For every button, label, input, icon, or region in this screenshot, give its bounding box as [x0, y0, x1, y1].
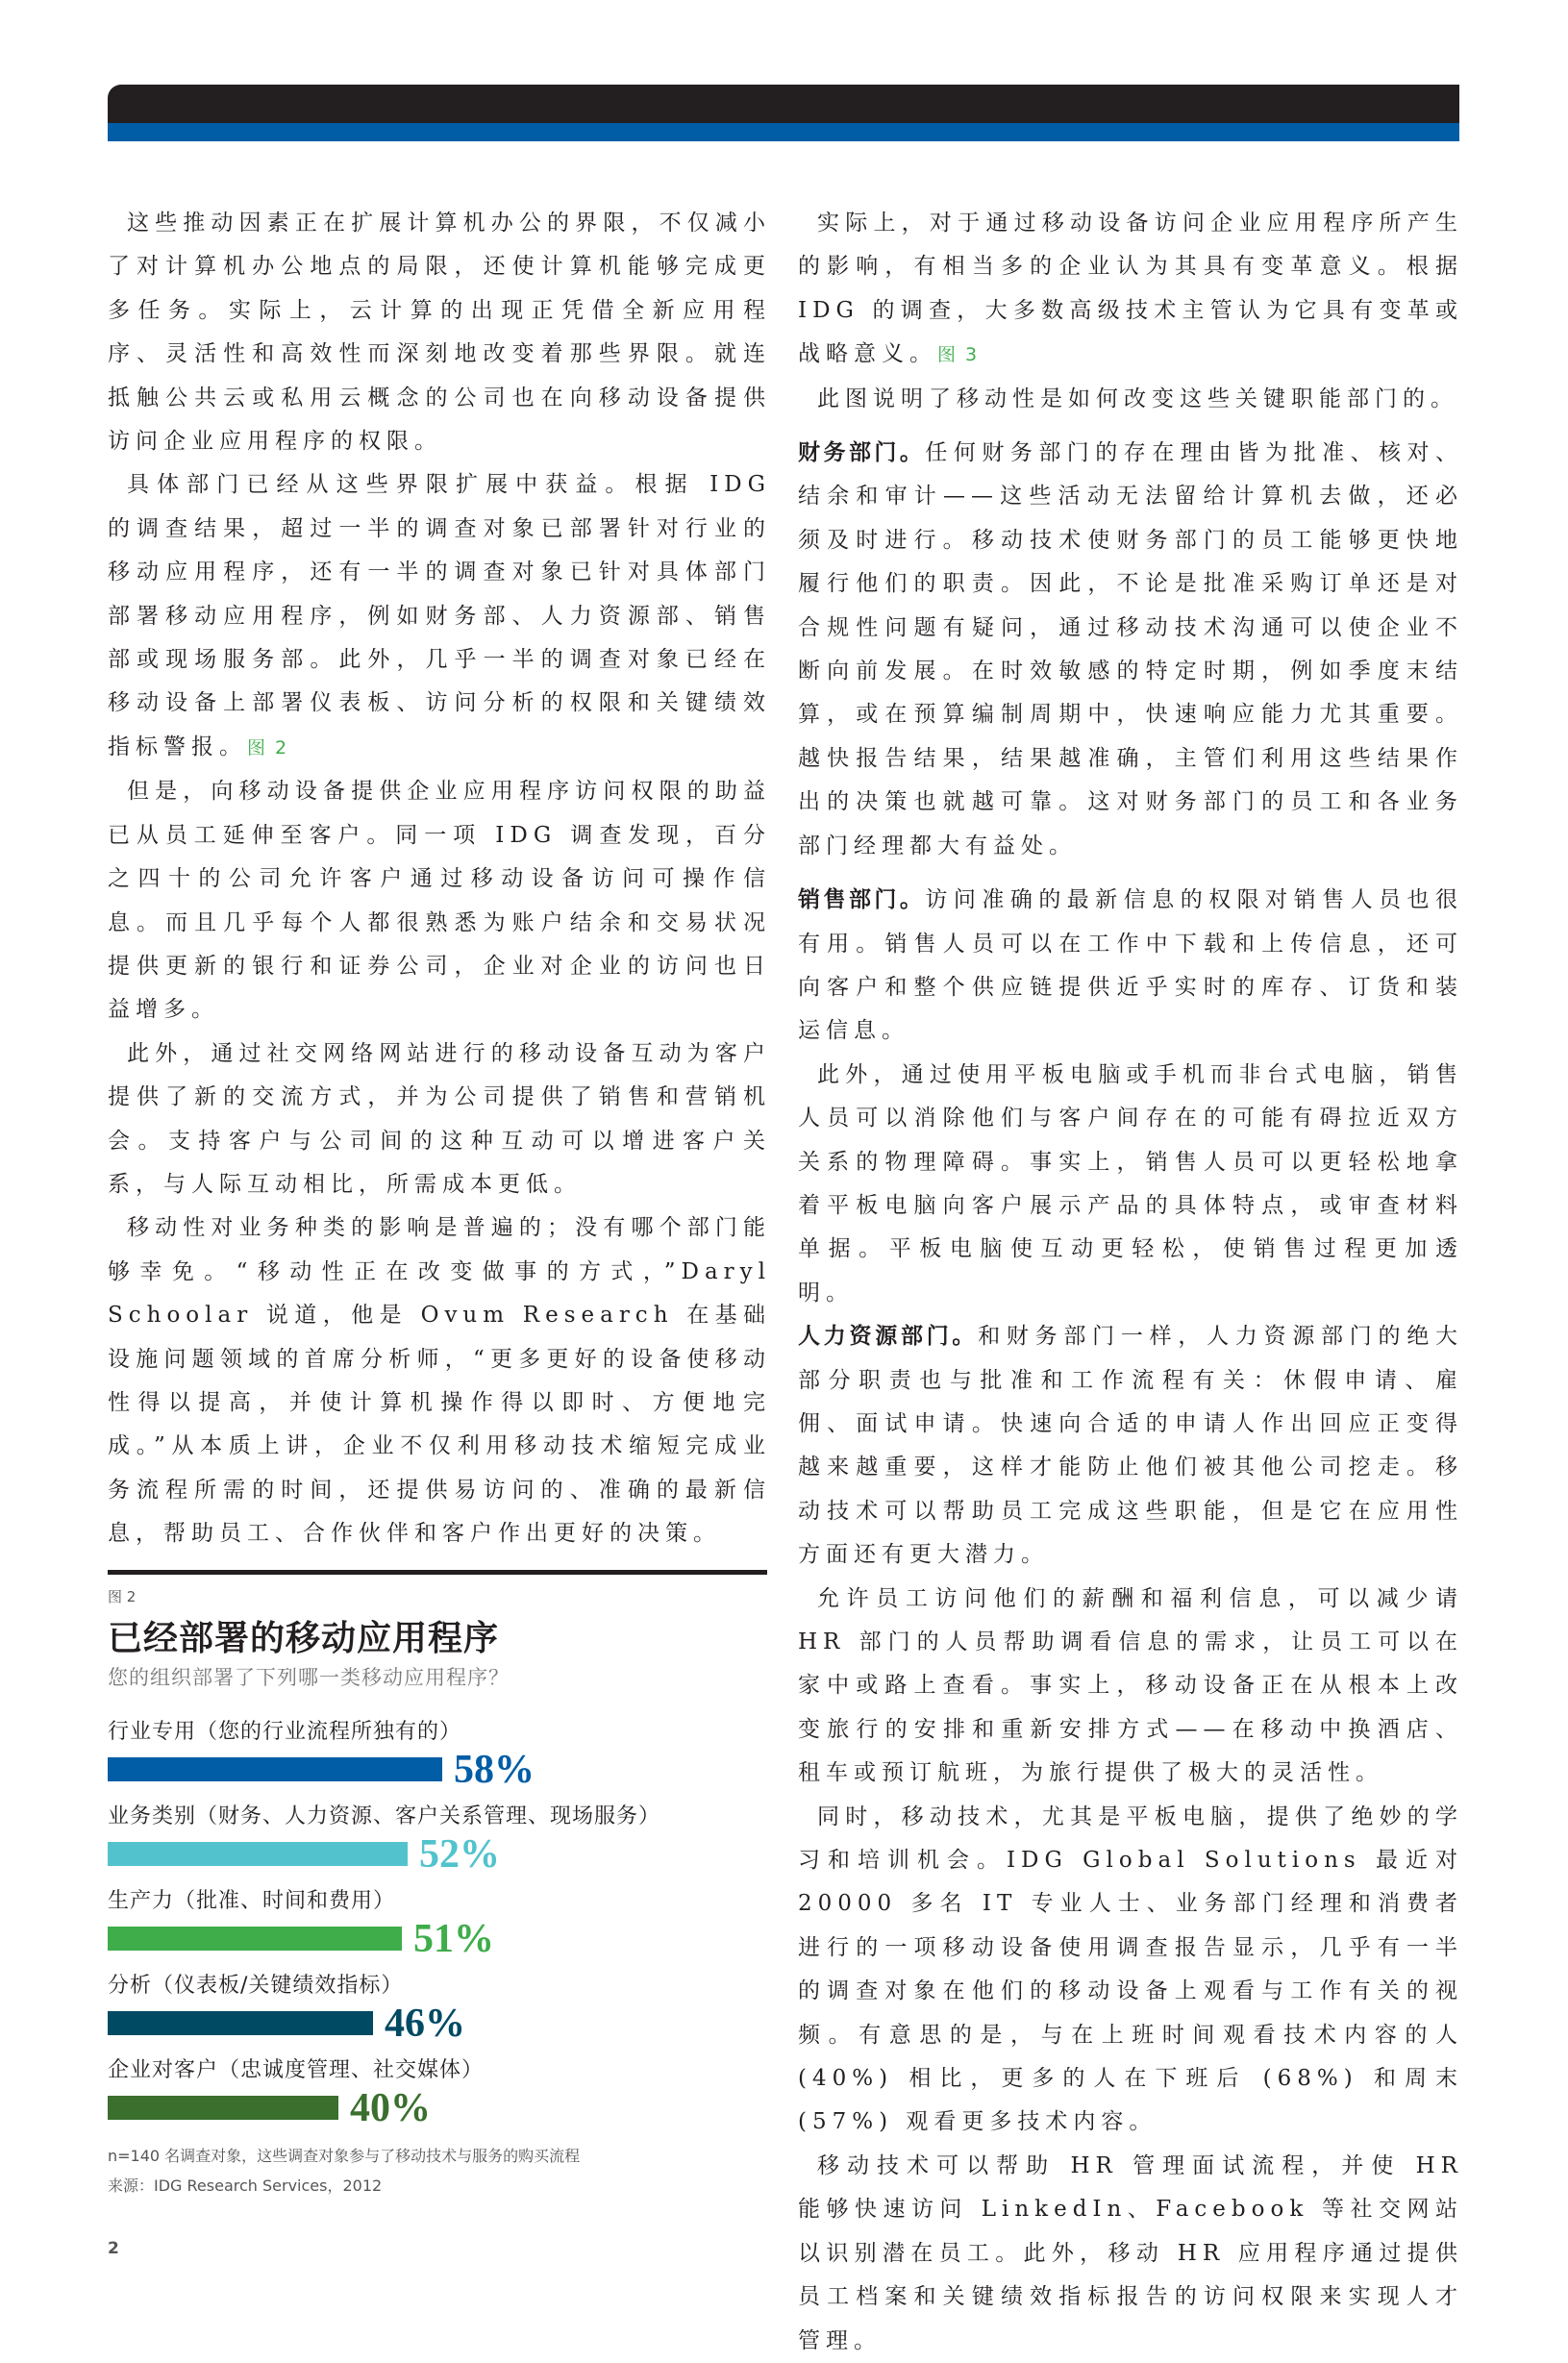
bar-row	[108, 1718, 767, 1793]
right-column	[798, 202, 1463, 2363]
figure-2	[108, 1570, 767, 2201]
figure-source: 来源：IDG Research Services，2012	[108, 2176, 383, 2195]
paragraph-text: 访问准确的最新信息的权限对销售人员也很有用。销售人员可以在工作中下载和上传信息，还可向客户和整个供应链提供近乎实时的库存、订货和装运信息。	[798, 887, 1464, 1044]
figure-note: n=140 名调查对象，这些调查对象参与了移动技术与服务的购买流程	[108, 2146, 581, 2165]
bar-value-label: 58%	[454, 1747, 535, 1792]
bar-label: 行业专用（您的行业流程所独有的）	[108, 1719, 462, 1744]
paragraph	[798, 1315, 1463, 1577]
paragraph	[108, 202, 771, 463]
bar-row	[108, 1803, 767, 1878]
bar-value-label: 52%	[419, 1831, 500, 1877]
paragraph	[798, 879, 1463, 1054]
paragraph-text: 具体部门已经从这些界限扩展中获益。根据 IDG 的调查结果，超过一半的调查对象已部署针对行业的移动应用程序，还有一半的调查对象已针对具体部门部署移动应用程序，例如财务部、人力资源部、销售部或现场服务部。此外，几乎一半的调查对象已经在移动设备上部署仪表板、访问分析的权限和关键绩效指标警报。	[108, 472, 771, 759]
paragraph-text: 移动技术可以帮助 HR 管理面试流程，并使 HR 能够快速访问 LinkedIn、Facebook 等社交网站以识别潜在员工。此外，移动 HR 应用程序通过提供员工档案和关键绩效指标报告的访问权限来实现人才管理。	[798, 2152, 1463, 2353]
section-lead: 人力资源部门。	[798, 1324, 979, 1350]
paragraph-text: 移动性对业务种类的影响是普遍的；没有哪个部门能够幸免。“移动性正在改变做事的方式，”Daryl Schoolar 说道，他是 Ovum Research 在基础设施问题领域的首席分析师，“更多更好的设备使移动性得以提高，并使计算机操作得以即时、方便地完成。”从本质上讲，企业不仅利用移动技术缩短完成业务流程所需的时间，还提供易访问的、准确的最新信息，帮助员工、合作伙伴和客户作出更好的决策。	[108, 1215, 771, 1547]
bar-row	[108, 2056, 767, 2131]
paragraph	[108, 1032, 771, 1207]
paragraph	[798, 202, 1463, 378]
figure-subtitle: 您的组织部署了下列哪一类移动应用程序？	[108, 1665, 510, 1689]
header-blue-bar	[108, 123, 1459, 141]
paragraph-text: 此外，通过社交网络网站进行的移动设备互动为客户提供了新的交流方式，并为公司提供了销售和营销机会。支持客户与公司间的这种互动可以增进客户关系，与人际互动相比，所需成本更低。	[108, 1040, 771, 1197]
bar	[108, 2096, 338, 2120]
left-flow	[108, 202, 771, 2258]
paragraph-text: 这些推动因素正在扩展计算机办公的界限，不仅减小了对计算机办公地点的局限，还使计算机能够完成更多任务。实际上，云计算的出现正凭借全新应用程序、灵活性和高效性而深刻地改变着那些界限。就连抵触公共云或私用云概念的公司也在向移动设备提供访问企业应用程序的权限。	[108, 211, 771, 455]
bar-label: 业务类别（财务、人力资源、客户关系管理、现场服务）	[108, 1803, 661, 1828]
figure-title: 已经部署的移动应用程序	[108, 1618, 500, 1658]
bar-label: 企业对客户（忠诚度管理、社交媒体）	[108, 2057, 485, 2082]
bar-row	[108, 1887, 767, 1962]
section-lead: 销售部门。	[798, 887, 926, 913]
figure-reference-link[interactable]: 图 3	[937, 344, 980, 366]
header-black-bar	[108, 85, 1459, 123]
paragraph	[108, 463, 771, 770]
paragraph	[108, 770, 771, 1032]
figure-label: 图 2	[108, 1587, 137, 1605]
paragraph	[798, 2145, 1463, 2363]
bar	[108, 1842, 408, 1866]
bar-value-label: 46%	[385, 2001, 465, 2046]
figure-top-rule	[108, 1570, 767, 1575]
bar-line	[108, 2085, 767, 2131]
bar-line	[108, 1916, 767, 1962]
paragraph-text: 允许员工访问他们的薪酬和福利信息，可以减少请 HR 部门的人员帮助调看信息的需求，让员工可以在家中或路上查看。事实上，移动设备正在从根本上改变旅行的安排和重新安排方式——在移动中换酒店、租车或预订航班，为旅行提供了极大的灵活性。	[798, 1585, 1463, 1786]
paragraph	[798, 1578, 1463, 1796]
bar-label: 生产力（批准、时间和费用）	[108, 1888, 396, 1913]
paragraph	[798, 378, 1463, 421]
figure-reference-link[interactable]: 图 2	[247, 736, 289, 759]
page-number: 2	[108, 2238, 119, 2258]
section-lead: 财务部门。	[798, 440, 926, 466]
bar-label: 分析（仪表板/关键绩效指标）	[108, 1973, 404, 1998]
paragraph-text: 但是，向移动设备提供企业应用程序访问权限的助益已从员工延伸至客户。同一项 IDG 调查发现，百分之四十的公司允许客户通过移动设备访问可操作信息。而且几乎每个人都很熟悉为账户结余和交易状况提供更新的银行和证券公司，企业对企业的访问也日益增多。	[108, 779, 771, 1023]
paragraph-text: 任何财务部门的存在理由皆为批准、核对、结余和审计——这些活动无法留给计算机去做，还必须及时进行。移动技术使财务部门的员工能够更快地履行他们的职责。因此，不论是批准采购订单还是对合规性问题有疑问，通过移动技术沟通可以使企业不断向前发展。在时效敏感的特定时期，例如季度末结算，或在预算编制周期中，快速响应能力尤其重要。越快报告结果，结果越准确，主管们利用这些结果作出的决策也就越可靠。这对财务部门的员工和各业务部门经理都大有益处。	[798, 440, 1464, 858]
bar-chart	[108, 1718, 767, 2131]
header-band	[108, 85, 1459, 141]
bar-line	[108, 1747, 767, 1793]
bar	[108, 2011, 373, 2035]
bar-row	[108, 1972, 767, 2047]
paragraph	[108, 1206, 771, 1555]
paragraph-text: 实际上，对于通过移动设备访问企业应用程序所产生的影响，有相当多的企业认为其具有变革意义。根据 IDG 的调查，大多数高级技术主管认为它具有变革或战略意义。	[798, 211, 1463, 367]
paragraph-text: 同时，移动技术，尤其是平板电脑，提供了绝妙的学习和培训机会。IDG Global Solutions 最近对 20000 多名 IT 专业人士、业务部门经理和消费者进行的一项移动设备使用调查报告显示，几乎有一半的调查对象在他们的移动设备上观看与工作有关的视频。有意思的是，与在上班时间观看技术内容的人 (40%) 相比，更多的人在下班后 (68%) 和周末 (57%) 观看更多技术内容。	[798, 1803, 1463, 2135]
figure-notes	[108, 2141, 767, 2201]
paragraph	[798, 1054, 1463, 1315]
bar	[108, 1927, 402, 1951]
bar-value-label: 51%	[413, 1916, 494, 1961]
bar-line	[108, 1831, 767, 1878]
paragraph	[798, 432, 1463, 868]
left-column	[108, 202, 771, 1556]
bar-line	[108, 2001, 767, 2047]
paragraph-text: 此外，通过使用平板电脑或手机而非台式电脑，销售人员可以消除他们与客户间存在的可能有碍拉近双方关系的物理障碍。事实上，销售人员可以更轻松地拿着平板电脑向客户展示产品的具体特点，或审查材料单据。平板电脑使互动更轻松，使销售过程更加透明。	[798, 1061, 1463, 1306]
paragraph-text: 和财务部门一样，人力资源部门的绝大部分职责也与批准和工作流程有关：休假申请、雇佣、面试申请。快速向合适的申请人作出回应正变得越来越重要，这样才能防止他们被其他公司挖走。移动技术可以帮助员工完成这些职能，但是它在应用性方面还有更大潜力。	[798, 1324, 1464, 1568]
paragraph	[798, 1796, 1463, 2145]
paragraph-text: 此图说明了移动性是如何改变这些关键职能部门的。	[817, 386, 1458, 411]
bar	[108, 1757, 442, 1781]
bar-value-label: 40%	[350, 2085, 431, 2130]
